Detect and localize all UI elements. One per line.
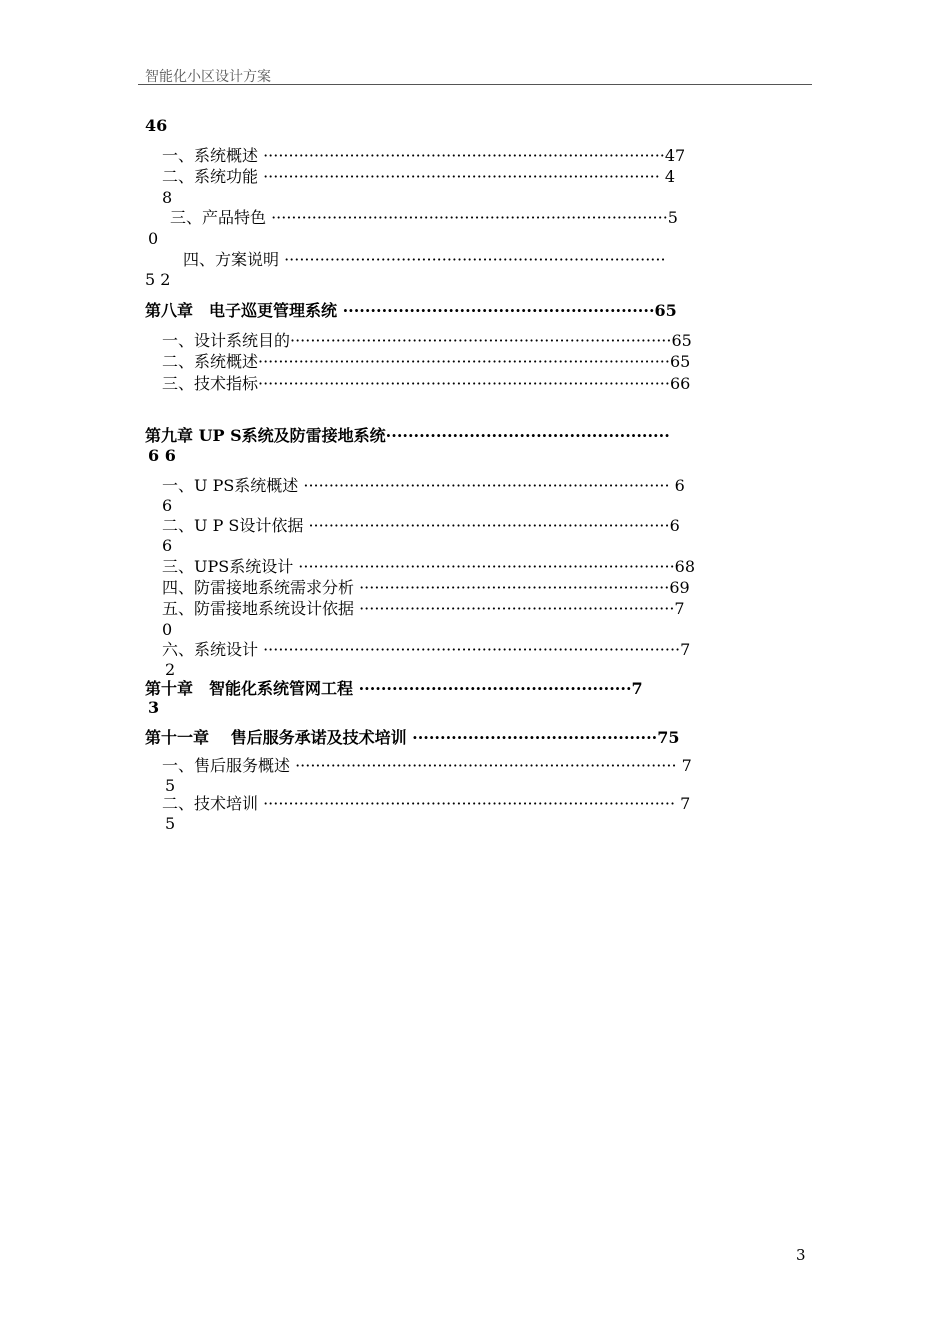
document-title: 智能化小区设计方案 [145,69,271,85]
toc-entry-wrap: 6 [162,536,173,555]
toc-entry: 四、防雷接地系统需求分析 ·····························································69 [162,578,690,597]
toc-entry: 三、技术指标·················································································66 [162,374,691,393]
toc-entry: 二、技术培训 ················································································· 7 [162,794,691,813]
toc-entry: 一、U PS系统概述 ········································································ 6 [162,476,685,495]
header-divider [138,84,812,85]
toc-entry-wrap: 6 [162,496,173,515]
toc-page-number: 46 [145,116,168,135]
toc-entry: 一、售后服务概述 ··········································································· 7 [162,756,692,775]
toc-entry: 一、系统概述 ···············································································47 [162,146,686,165]
toc-chapter-11: 第十一章 售后服务承诺及技术培训 ············································75 [145,728,680,747]
toc-entry-wrap: 5 [165,814,176,833]
toc-entry: 三、产品特色 ··············································································5 [170,208,678,227]
toc-entry-wrap: 0 [162,620,173,639]
toc-entry-wrap: 5 2 [145,270,171,289]
toc-entry: 四、方案说明 ··········································································· [183,250,666,269]
toc-chapter-9-page: 6 6 [148,446,176,465]
toc-entry: 三、UPS系统设计 ··········································································68 [162,557,696,576]
toc-entry-wrap: 5 [165,776,176,795]
toc-chapter-9: 第九章 UP S系统及防雷接地系统··················································· [145,426,670,445]
toc-entry: 六、系统设计 ··················································································7 [162,640,691,659]
toc-chapter-10-page: 3 [148,698,160,717]
toc-entry-wrap: 2 [165,660,176,679]
toc-chapter-10: 第十章 智能化系统管网工程 ·················································7 [145,679,643,698]
toc-entry: 二、系统概述·················································································65 [162,352,691,371]
toc-entry: 一、设计系统目的···········································································65 [162,331,692,350]
toc-entry: 二、系统功能 ·············································································· 4 [162,167,676,186]
toc-entry: 五、防雷接地系统设计依据 ······························································7 [162,599,685,618]
page-number: 3 [796,1246,806,1264]
toc-entry-wrap: 8 [162,188,173,207]
toc-chapter-8: 第八章 电子巡更管理系统 ························································65 [145,301,677,320]
toc-entry-wrap: 0 [148,229,159,248]
toc-entry: 二、U P S设计依据 ·······································································6 [162,516,680,535]
